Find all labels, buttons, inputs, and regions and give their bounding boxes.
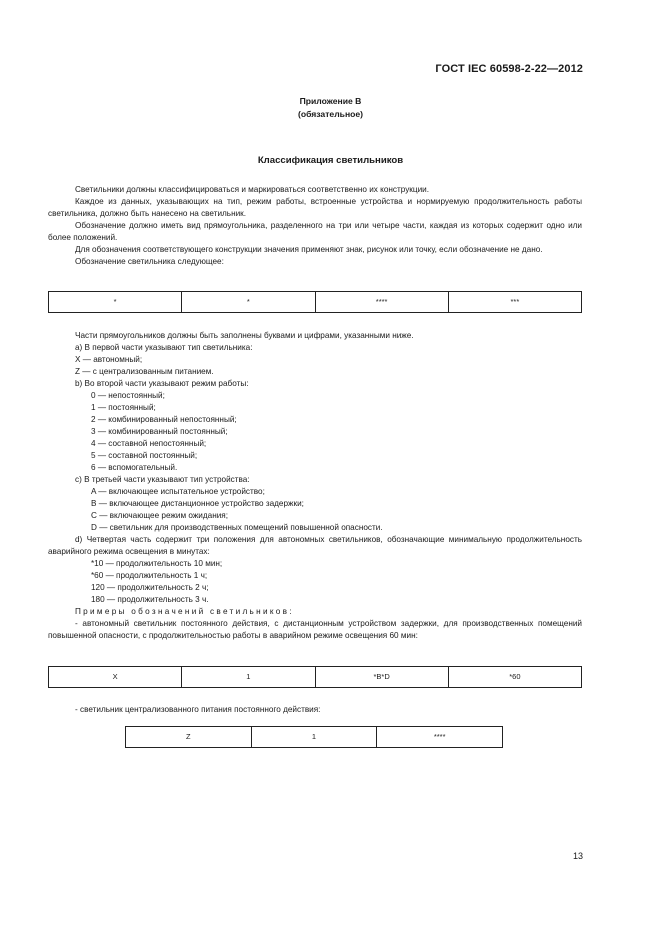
intro-paragraph: Для обозначения соответствующего конструкции значения применяют знак, рисунок или точку, если обозначение не дано. xyxy=(75,245,543,254)
part-a-item: X — автономный; xyxy=(75,355,143,364)
annex-title: Приложение В xyxy=(299,96,362,106)
part-d-item: 120 — продолжительность 2 ч; xyxy=(91,583,209,592)
part-a-item: Z — с централизованным питанием. xyxy=(75,367,214,376)
annex-status: (обязательное) xyxy=(297,109,364,119)
marking-template-table xyxy=(48,291,582,313)
example-1-cell: *B*D xyxy=(315,667,448,688)
marking-cell: *** xyxy=(448,292,581,313)
example-1-text: - автономный светильник постоянного действия, с дистанционным устройством задержки, для производственных помещений повышенной опасности, с продолжительностью работы в аварийном режиме освещения 60 мин: xyxy=(48,619,582,640)
example-2-block xyxy=(48,704,582,716)
example-1-cell: *60 xyxy=(448,667,581,688)
part-b-item: 0 — непостоянный; xyxy=(91,391,165,400)
part-c-item: A — включающее испытательное устройство; xyxy=(91,487,265,496)
example-1-cell: X xyxy=(49,667,182,688)
part-b-item: 3 — комбинированный постоянный; xyxy=(91,427,228,436)
part-b-item: 6 — вспомогательный. xyxy=(91,463,178,472)
part-d-item: 180 — продолжительность 3 ч. xyxy=(91,595,209,604)
part-c-item: D — светильник для производственных помещений повышенной опасности. xyxy=(91,523,383,532)
part-c-heading: c) В третьей части указывают тип устройства: xyxy=(75,475,250,484)
example-2-table xyxy=(125,726,503,748)
marking-cell: * xyxy=(182,292,315,313)
example-1-cell: 1 xyxy=(182,667,315,688)
marking-cell: * xyxy=(49,292,182,313)
examples-title: Примеры обозначений светильников: xyxy=(75,607,294,616)
part-b-item: 1 — постоянный; xyxy=(91,403,156,412)
part-c-item: B — включающее дистанционное устройство задержки; xyxy=(91,499,304,508)
part-a-heading: a) В первой части указывают тип светильника: xyxy=(75,343,253,352)
part-b-heading: b) Во второй части указывают режим работы: xyxy=(75,379,249,388)
parts-lead: Части прямоугольников должны быть заполнены буквами и цифрами, указанными ниже. xyxy=(75,331,414,340)
marking-cell: **** xyxy=(315,292,448,313)
part-d-item: *60 — продолжительность 1 ч; xyxy=(91,571,208,580)
part-b-item: 5 — составной постоянный; xyxy=(91,451,198,460)
example-1-table xyxy=(48,666,582,688)
part-d-heading: d) Четвертая часть содержит три положения для автономных светильников, обозначающие минимальную продолжительность аварийного режима освещения в минутах: xyxy=(48,535,582,556)
page-number: 13 xyxy=(572,851,583,861)
part-b-item: 4 — составной непостоянный; xyxy=(91,439,207,448)
section-title: Классификация светильников xyxy=(257,155,404,166)
intro-paragraph: Обозначение должно иметь вид прямоугольника, разделенного на три или четыре части, каждая из которых содержит одно или более положений. xyxy=(48,221,582,242)
part-c-item: C — включающее режим ожидания; xyxy=(91,511,229,520)
part-b-item: 2 — комбинированный непостоянный; xyxy=(91,415,237,424)
intro-paragraph: Каждое из данных, указывающих на тип, режим работы, встроенные устройства и нормируемую продолжительность работы светильника, должно быть нанесено на светильник. xyxy=(48,197,582,218)
intro-block xyxy=(48,184,582,268)
example-2-cell: Z xyxy=(126,727,252,748)
part-d-item: *10 — продолжительность 10 мин; xyxy=(91,559,223,568)
example-2-cell: **** xyxy=(377,727,503,748)
parts-block xyxy=(48,330,582,642)
example-2-cell: 1 xyxy=(251,727,377,748)
intro-paragraph: Обозначение светильника следующее: xyxy=(75,257,224,266)
example-2-text: - светильник централизованного питания постоянного действия: xyxy=(75,705,321,714)
intro-paragraph: Светильники должны классифицироваться и маркироваться соответственно их конструкции. xyxy=(75,185,429,194)
standard-designation: ГОСТ IEC 60598-2-22—2012 xyxy=(435,63,583,75)
